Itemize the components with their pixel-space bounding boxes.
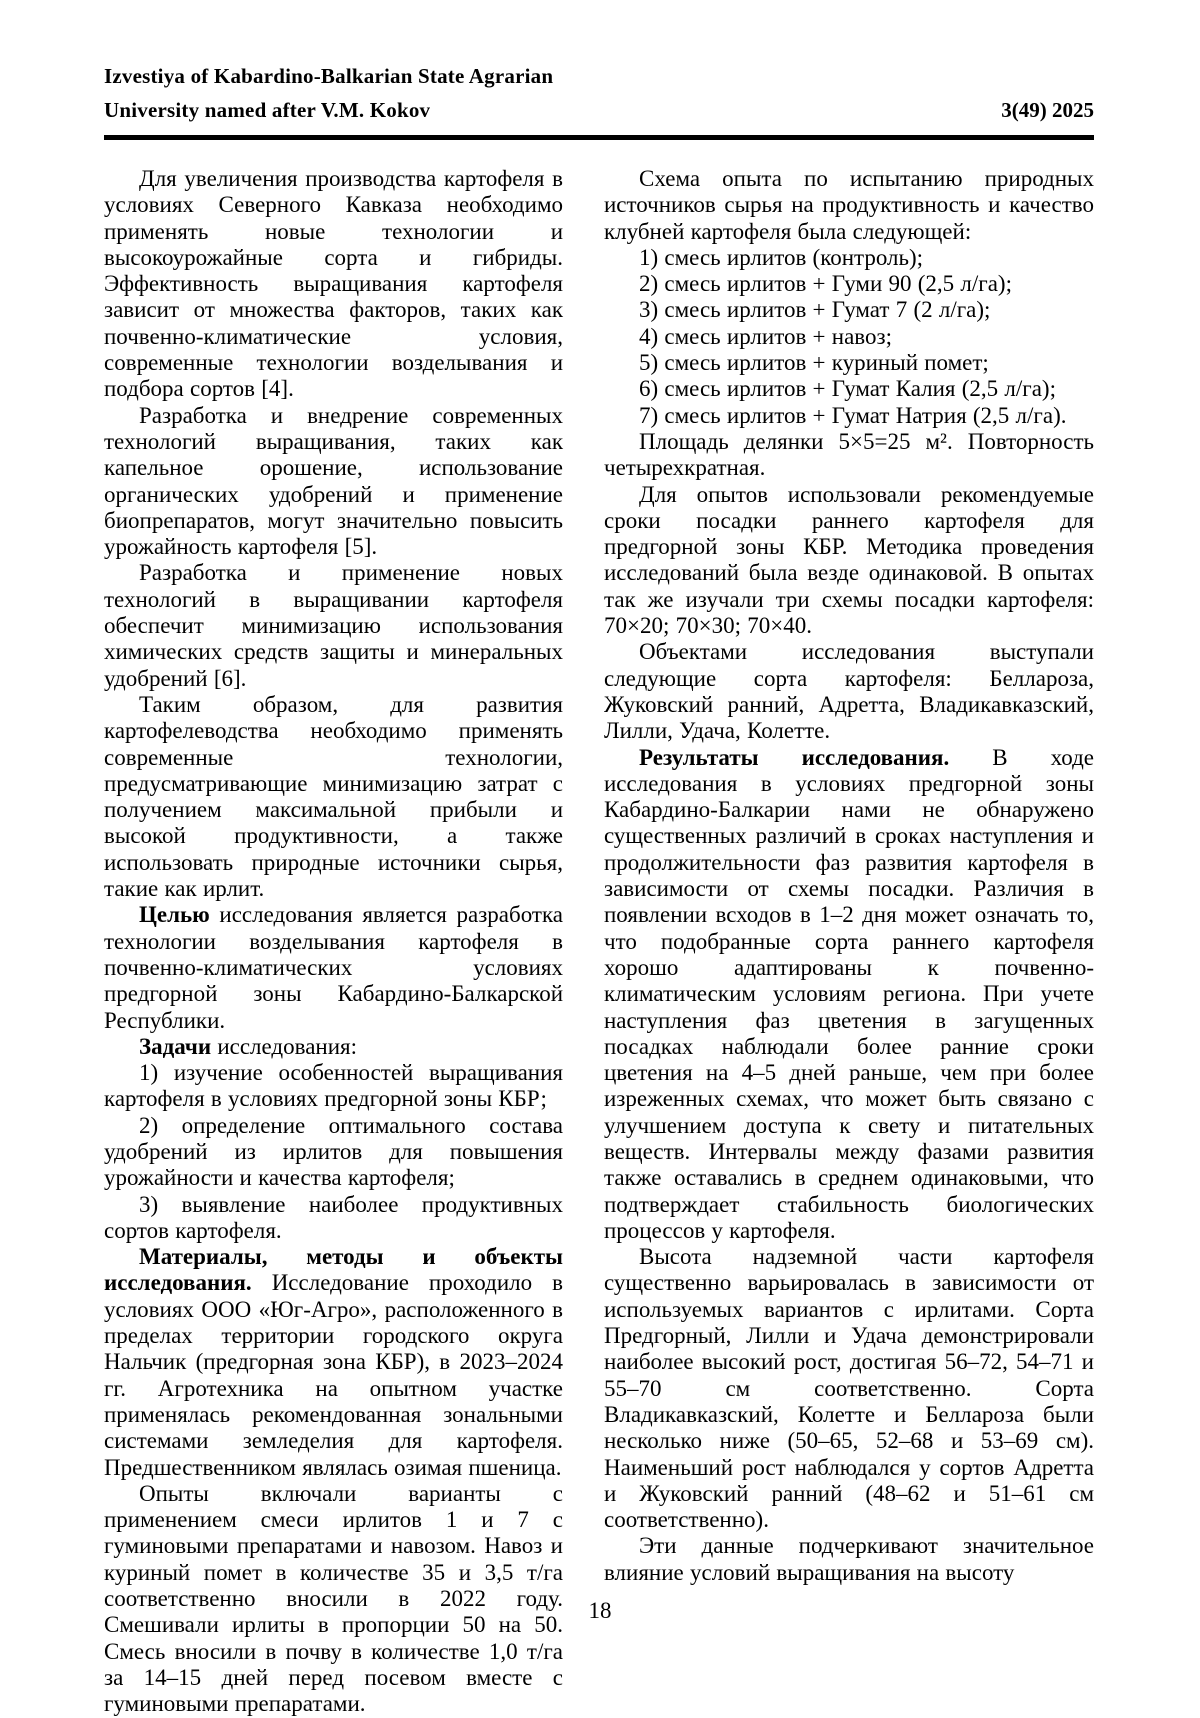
paragraph: Объектами исследования выступали следующие сорта картофеля: Беллароза, Жуковский ранний, Адретта, Владикавказский, Лилли, Удача, Колетте. [604, 639, 1094, 744]
paragraph: Целью исследования является разработка технологии возделывания картофеля в почвенно-климатических условиях предгорной зоны Кабардино-Балкарской Республики. [104, 902, 563, 1033]
paragraph: Для опытов использовали рекомендуемые сроки посадки раннего картофеля для предгорной зоны КБР. Методика проведения исследований была везде одинаковой. В опытах так же изучали три схемы посадки картофеля: 70×20; 70×30; 70×40. [604, 481, 1094, 639]
paragraph: 4) смесь ирлитов + навоз; [639, 323, 892, 349]
paragraph: Результаты исследования. В ходе исследования в условиях предгорной зоны Кабардино-Балкарии нами не обнаружено существенных различий в сроках наступления и продолжительности фаз развития картофеля в зависимости от схемы посадки. Различия в появлении всходов в 1–2 дня может означать то, что подобранные сорта раннего картофеля хорошо адаптированы к почвенно-климатическим условиям региона. При учете наступления фаз цветения в загущенных посадках наблюдали более ранние сроки цветения на 4–5 дней раньше, чем при более изреженных схемах, что может быть связано с улучшением доступа к свету и питательных веществ. Интервалы между фазами развития также оставались в среднем одинаковыми, что подтверждает стабильность биологических процессов у картофеля. [604, 744, 1094, 1243]
article-body [104, 166, 1094, 1718]
paragraph: Задачи исследования: [139, 1033, 357, 1059]
issue-number: 3(49) 2025 [1001, 98, 1094, 122]
right-column [604, 166, 1094, 1718]
paragraph: Разработка и применение новых технологий в выращивании картофеля обеспечит минимизацию использования химических средств защиты и минеральных удобрений [6]. [104, 560, 563, 691]
paragraph: Материалы, методы и объекты исследования. Исследование проходило в условиях ООО «Юг-Агро», расположенного в пределах территории городского округа Нальчик (предгорная зона КБР), в 2023–2024 гг. Агротехника на опытном участке применялась рекомендованная зональными системами земледелия для картофеля. Предшественником являлась озимая пшеница. [104, 1244, 563, 1480]
paragraph: 1) смесь ирлитов (контроль); [639, 244, 924, 270]
paragraph: 2) смесь ирлитов + Гуми 90 (2,5 л/га); [639, 271, 1012, 297]
paragraph: Эти данные подчеркивают значительное влияние условий выращивания на высоту [604, 1533, 1094, 1585]
paragraph: 3) смесь ирлитов + Гумат 7 (2 л/га); [639, 297, 991, 323]
paragraph: 3) выявление наиболее продуктивных сортов картофеля. [104, 1191, 563, 1243]
journal-header [104, 64, 1094, 140]
paragraph: Разработка и внедрение современных технологий выращивания, таких как капельное орошение, использование органических удобрений и применение биопрепаратов, могут значительно повысить урожайность картофеля [5]. [104, 402, 563, 560]
paragraph: 2) определение оптимального состава удобрений из ирлитов для повышения урожайности и качества картофеля; [104, 1112, 563, 1191]
journal-header-row [104, 98, 1094, 123]
paragraph: Площадь делянки 5×5=25 м². Повторность четырехкратная. [604, 428, 1094, 481]
paragraph: Высота надземной части картофеля существенно варьировалась в зависимости от используемых вариантов с ирлитами. Сорта Предгорный, Лилли и Удача демонстрировали наиболее высокий рост, достигая 56–72, 54–71 и 55–70 см соответственно. Сорта Владикавказский, Колетте и Беллароза были несколько ниже (50–65, 52–68 и 53–69 см). Наименьший рост наблюдался у сортов Адретта и Жуковский ранний (48–62 и 51–61 см соответственно). [604, 1244, 1094, 1533]
paragraph: 1) изучение особенностей выращивания картофеля в условиях предгорной зоны КБР; [104, 1060, 563, 1112]
page-number: 18 [588, 1598, 612, 1623]
paragraph-bold-lead: Результаты исследования. [639, 744, 950, 770]
paragraph: Схема опыта по испытанию природных источников сырья на продуктивность и качество клубней картофеля была следующей: [604, 166, 1094, 244]
journal-title-line2: University named after V.M. Kokov [104, 98, 431, 122]
header-rule [104, 135, 1094, 140]
paragraph: 7) смесь ирлитов + Гумат Натрия (2,5 л/га). [639, 402, 1067, 428]
left-column [104, 166, 563, 1718]
paragraph-bold-lead: Материалы, методы и объекты исследования. [104, 1244, 563, 1296]
paragraph-bold-lead: Задачи [139, 1033, 212, 1059]
paragraph: Таким образом, для развития картофелеводства необходимо применять современные технологии, предусматривающие минимизацию затрат с получением максимальной прибыли и высокой продуктивности, а также использовать природные источники сырья, такие как ирлит. [104, 691, 563, 902]
paragraph-bold-lead: Целью [139, 902, 210, 928]
paragraph: 6) смесь ирлитов + Гумат Калия (2,5 л/га); [639, 376, 1056, 402]
paragraph: Опыты включали варианты с применением смеси ирлитов 1 и 7 с гуминовыми препаратами и навозом. Навоз и куриный помет в количестве 35 и 3,5 т/га соответственно вносили в 2022 году. Смешивали ирлиты в пропорции 50 на 50. Смесь вносили в почву в количестве 1,0 т/га за 14–15 дней перед посевом вместе с гуминовыми препаратами. [104, 1480, 563, 1717]
paragraph: 5) смесь ирлитов + куриный помет; [639, 350, 989, 376]
paragraph: Для увеличения производства картофеля в условиях Северного Кавказа необходимо применять новые технологии и высокоурожайные сорта и гибриды. Эффективность выращивания картофеля зависит от множества факторов, таких как почвенно-климатические условия, современные технологии возделывания и подбора сортов [4]. [104, 166, 563, 402]
page-footer [0, 1598, 1200, 1624]
journal-title-line1: Izvestiya of Kabardino-Balkarian State Agrarian [104, 64, 554, 88]
